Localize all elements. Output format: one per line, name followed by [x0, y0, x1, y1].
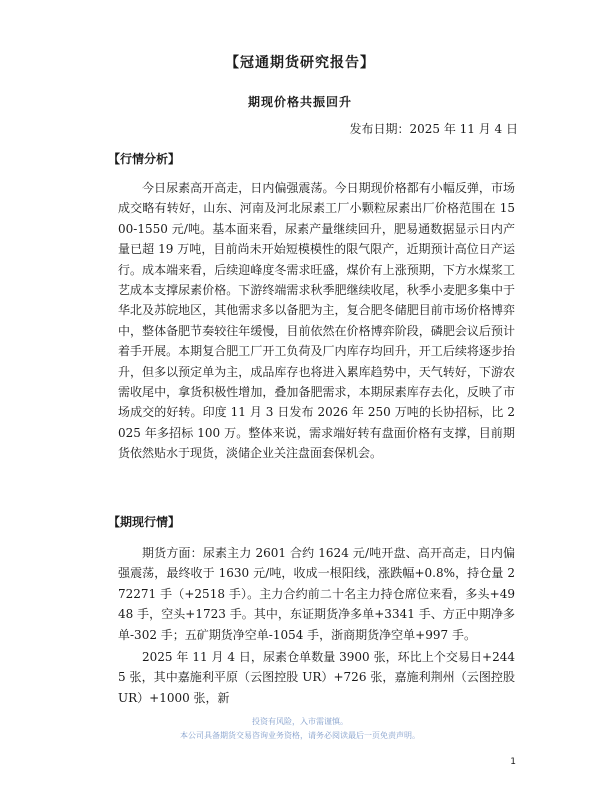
disclaimer-note: 本公司具备期货交易咨询业务资格，请务必阅读最后一页免责声明。	[180, 731, 420, 740]
report-title: 【冠通期货研究报告】	[225, 55, 375, 71]
report-subtitle: 期现价格共振回升	[247, 95, 352, 109]
section-heading-market-analysis: 【行情分析】	[108, 152, 181, 166]
futures-paragraph: 期货方面：尿素主力 2601 合约 1624 元/吨开盘、高开高走，日内偏强震荡，最终收于 1630 元/吨，收成一根阳线，涨跌幅+0.8%，持仓量 272271 手（+2518 手）。主力合约前二十名主力持仓席位来看，多头+4948 手，空头+1723 手。其中，东证期货净多单+3341 手、方正中期净多单-302 手；五矿期货净空单-1054 手，浙商期货净空单+997 手。	[118, 546, 515, 642]
risk-warning: 投资有风险，入市需谨慎。	[252, 717, 348, 726]
section-heading-futures-spot: 【期现行情】	[108, 515, 181, 529]
page-number: 1	[510, 757, 516, 767]
market-analysis-paragraph: 今日尿素高开高走，日内偏强震荡。今日期现价格都有小幅反弹，市场成交略有转好，山东、河南及河北尿素工厂小颗粒尿素出厂价格范围在 1500-1550 元/吨。基本面来看，尿素产量继续回升，肥易通数据显示日内产量已超 19 万吨，目前尚未开始短模模性的限气限产，近期预计高位日产运行。成本端来看，后续迎峰度冬需求旺盛，煤价有上涨预期，下方水煤浆工艺成本支撑尿素价格。下游终端需求秋季肥继续收尾，秋季小麦肥多集中于华北及苏皖地区，其他需求多以备肥为主，复合肥冬储肥目前市场价格博弈中，整体备肥节奏较往年缓慢，目前依然在价格博弈阶段，磷肥会议后预计着手开展。本期复合肥工厂开工负荷及厂内库存均回升，开工后续将逐步抬升，但多以预定单为主，成品库存也将进入累库趋势中，天气转好，下游农需收尾中，拿货积极性增加，叠加备肥需求，本期尿素库存去化，反映了市场成交的好转。印度 11 月 3 日发布 2026 年 250 万吨的长协招标，比 2025 年多招标 100 万。整体来说，需求端好转有盘面价格有支撑，目前期货依然贴水于现货，淡储企业关注盘面套保机会。	[118, 181, 515, 461]
publish-date: 发布日期：2025 年 11 月 4 日	[349, 122, 518, 136]
warehouse-receipt-paragraph: 2025 年 11 月 4 日，尿素仓单数量 3900 张，环比上个交易日+2445 张，其中嘉施利平原（云图控股 UR）+726 张，嘉施利荆州（云图控股 UR）+1000 张，新	[118, 650, 515, 705]
